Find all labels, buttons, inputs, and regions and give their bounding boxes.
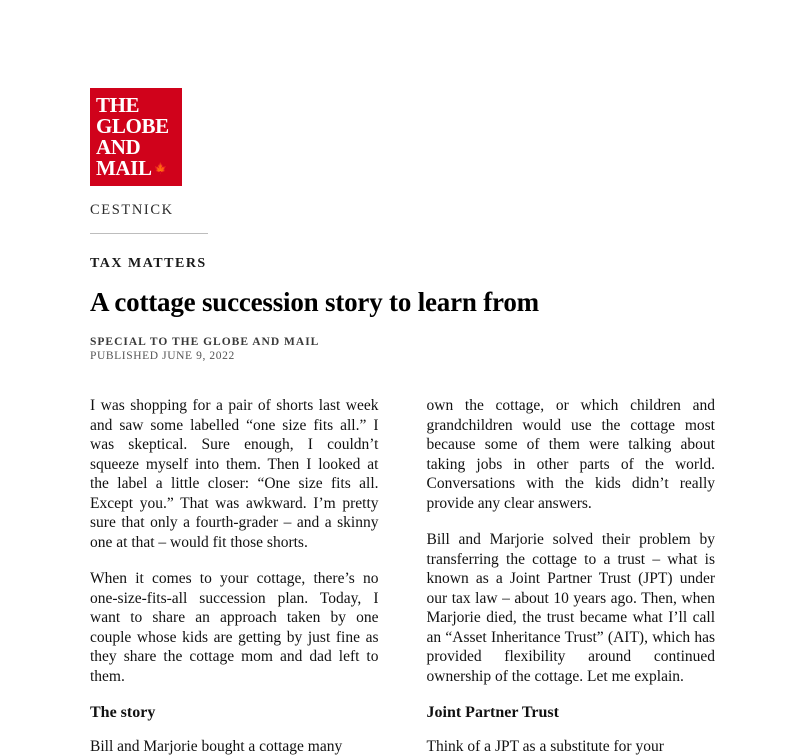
paragraph: Think of a JPT as a substitute for your [426, 737, 664, 755]
globe-and-mail-logo [90, 88, 182, 186]
paragraph: When it comes to your cottage, there’s no one-size-fits-all succession plan. Today, I want to share an approach taken by one couple whose kids are getting by just fine as they share the cottage mom and dad left to them. [90, 570, 379, 685]
logo-line-4-text: MAIL [96, 155, 152, 180]
article-columns [90, 396, 715, 756]
author-byline: CESTNICK [90, 202, 174, 218]
logo-line-1: THE [96, 92, 140, 117]
published-date: PUBLISHED JUNE 9, 2022 [90, 350, 235, 363]
column-left [90, 396, 379, 756]
paragraph: own the cottage, or which children and grandchildren would use the cottage most because some of them were talking about taking jobs in other parts of the world. Conversations with the kids didn’t really provide any clear answers. [426, 397, 715, 512]
section-subhead-the-story: The story [90, 704, 156, 722]
maple-leaf-icon: 🍁 [153, 162, 167, 175]
paragraph: Bill and Marjorie bought a cottage many [90, 737, 343, 755]
paragraph: I was shopping for a pair of shorts last week and saw some labelled “one size fits all.” I was skeptical. Sure enough, I couldn’t squeeze myself into them. Then I looked at the label a little closer: “One size fits all. Except you.” That was awkward. I’m pretty sure that only a fourth-grader – and a skinny one at that – would fit those shorts. [90, 397, 379, 551]
section-kicker[interactable]: TAX MATTERS [90, 256, 207, 271]
article-content [90, 88, 715, 756]
byline-divider [90, 233, 208, 234]
page-title: A cottage succession story to learn from [90, 287, 539, 317]
logo-line-4 [90, 155, 167, 180]
article-credit: SPECIAL TO THE GLOBE AND MAIL [90, 336, 320, 349]
column-right [427, 396, 716, 756]
logo-line-2: GLOBE [96, 113, 169, 138]
logo-line-3: AND [96, 134, 141, 159]
paragraph: Bill and Marjorie solved their problem by transferring the cottage to a trust – what is known as a Joint Partner Trust (JPT) under our tax law – about 10 years ago. Then, when Marjorie died, the trust became what I’ll call an “Asset Inheritance Trust” (AIT), which has provided flexibility around continued ownership of the cottage. Let me explain. [426, 531, 715, 685]
section-subhead-joint-partner-trust: Joint Partner Trust [426, 704, 559, 722]
